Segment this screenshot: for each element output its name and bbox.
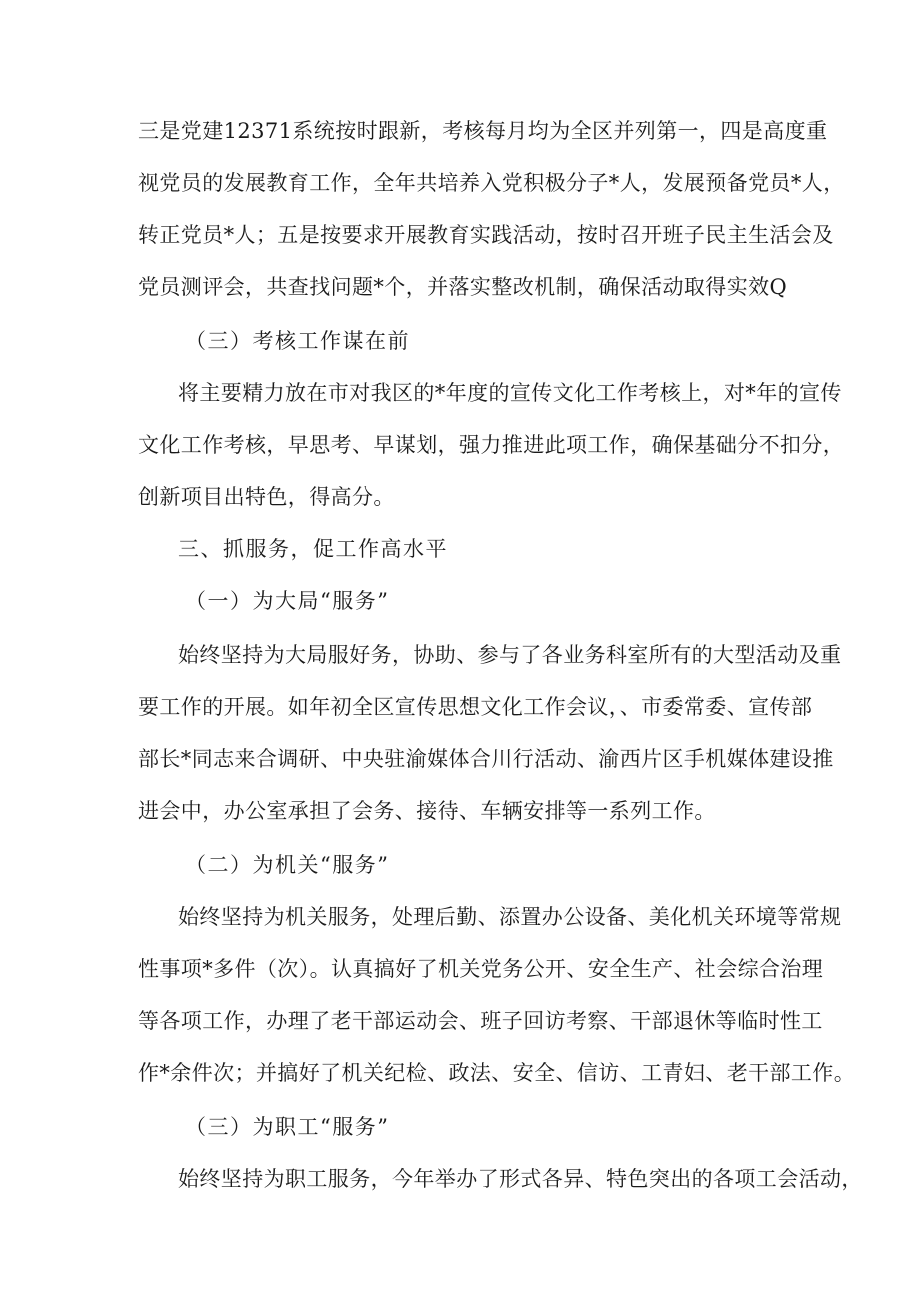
- paragraph-line: 进会中，办公室承担了会务、接待、车辆安排等一系列工作。: [138, 799, 716, 823]
- subsection-heading: （三）为职工“服务”: [185, 1115, 390, 1139]
- paragraph-line: 作*余件次；并搞好了机关纪检、政法、安全、信访、工青妇、老干部工作。: [138, 1061, 856, 1085]
- section-heading: 三、抓服务，促工作高水平: [178, 537, 448, 561]
- paragraph-line: 文化工作考核，早思考、早谋划，强力推进此项工作，确保基础分不扣分，: [138, 433, 845, 457]
- paragraph-line: 将主要精力放在市对我区的*年度的宣传文化工作考核上，对*年的宣传: [178, 381, 842, 405]
- subsection-heading: （二）为机关“服务”: [185, 853, 390, 877]
- subsection-heading: （一）为大局“服务”: [185, 589, 390, 613]
- paragraph-line: 始终坚持为大局服好务，协助、参与了各业务科室所有的大型活动及重: [178, 643, 842, 667]
- section-heading: （三）考核工作谋在前: [185, 329, 410, 353]
- paragraph-line: 视党员的发展教育工作，全年共培养入党积极分子*人，发展预备党员*人，: [138, 171, 845, 195]
- paragraph-line: 党员测评会，共查找问题*个，并落实整改机制，确保活动取得实效Q: [138, 275, 788, 299]
- paragraph-line: 要工作的开展。如年初全区宣传思想文化工作会议，、市委常委、宣传部: [138, 695, 813, 719]
- paragraph-line: 创新项目出特色，得高分。: [138, 485, 395, 509]
- paragraph-line: 部长*同志来合调研、中央驻渝媒体合川行活动、渝西片区手机媒体建设推: [138, 747, 834, 771]
- paragraph-line: 始终坚持为机关服务，处理后勤、添置办公设备、美化机关环境等常规: [178, 905, 842, 929]
- paragraph-line: 性事项*多件（次）。认真搞好了机关党务公开、安全生产、社会综合治理: [138, 957, 824, 981]
- paragraph-line: 转正党员*人；五是按要求开展教育实践活动，按时召开班子民主生活会及: [138, 223, 834, 247]
- paragraph-line: 等各项工作，办理了老干部运动会、班子回访考察、干部退休等临时性工: [138, 1009, 823, 1033]
- paragraph-line: 三是党建12371系统按时跟新，考核每月均为全区并列第一，四是高度重: [138, 119, 828, 143]
- paragraph-line: 始终坚持为职工服务，今年举办了形式各异、特色突出的各项工会活动，: [178, 1167, 863, 1191]
